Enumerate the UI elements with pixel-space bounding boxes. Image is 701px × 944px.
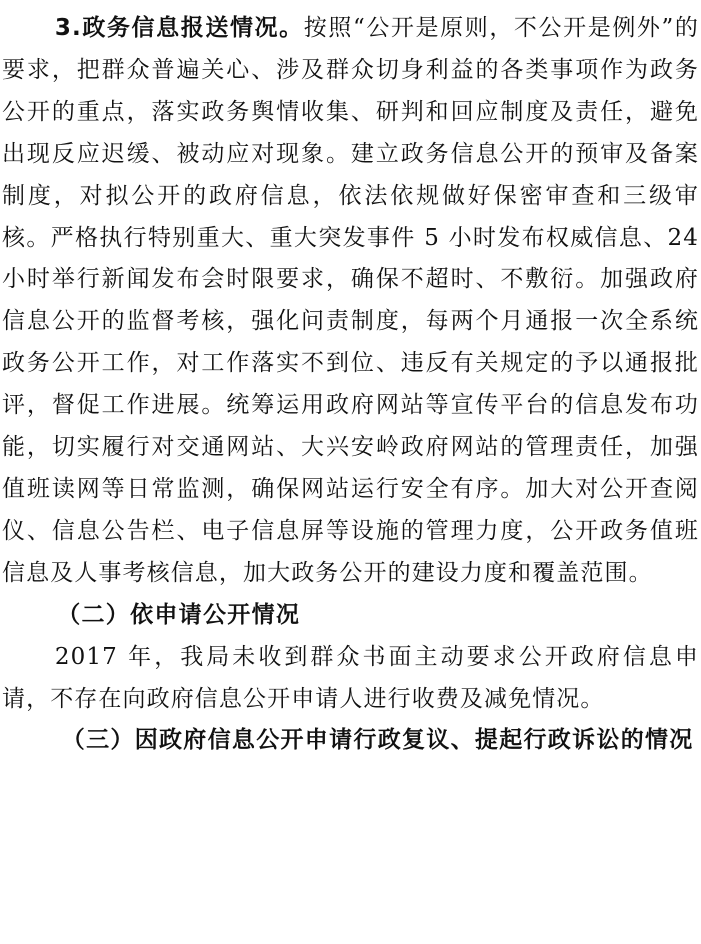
section-heading-review-litigation: （三）因政府信息公开申请行政复议、提起行政诉讼的情况: [61, 727, 694, 754]
paragraph-lead-title: 3.政务信息报送情况。: [54, 15, 304, 41]
section-heading-application-disclosure: （二）依申请公开情况: [57, 601, 301, 628]
paragraph-info-reporting: [2, 8, 699, 595]
paragraph-body-text: 按照“公开是原则，不公开是例外”的要求，把群众普遍关心、涉及群众切身利益的各类事项作为政务公开的重点，落实政务舆情收集、研判和回应制度及责任，避免出现反应迟缓、被动应对现象。建立政务信息公开的预审及备案制度，对拟公开的政府信息，依法依规做好保密审查和三级审核。严格执行特别重大、重大突发事件 5 小时发布权威信息、24 小时举行新闻发布会时限要求，确保不超时、不敷衍。加强政府信息公开的监督考核，强化问责制度，每两个月通报一次全系统政务公开工作，对工作落实不到位、违反有关规定的予以通报批评，督促工作进展。统筹运用政府网站等宣传平台的信息发布功能，切实履行对交通网站、大兴安岭政府网站的管理责任，加强值班读网等日常监测，确保网站运行安全有序。加大对公开查阅仪、信息公告栏、电子信息屏等设施的管理力度，公开政务值班信息及人事考核信息，加大政务公开的建设力度和覆盖范围。: [2, 15, 699, 586]
paragraph-application-disclosure: 2017 年，我局未收到群众书面主动要求公开政府信息申请，不存在向政府信息公开申请人进行收费及减免情况。: [2, 643, 699, 712]
